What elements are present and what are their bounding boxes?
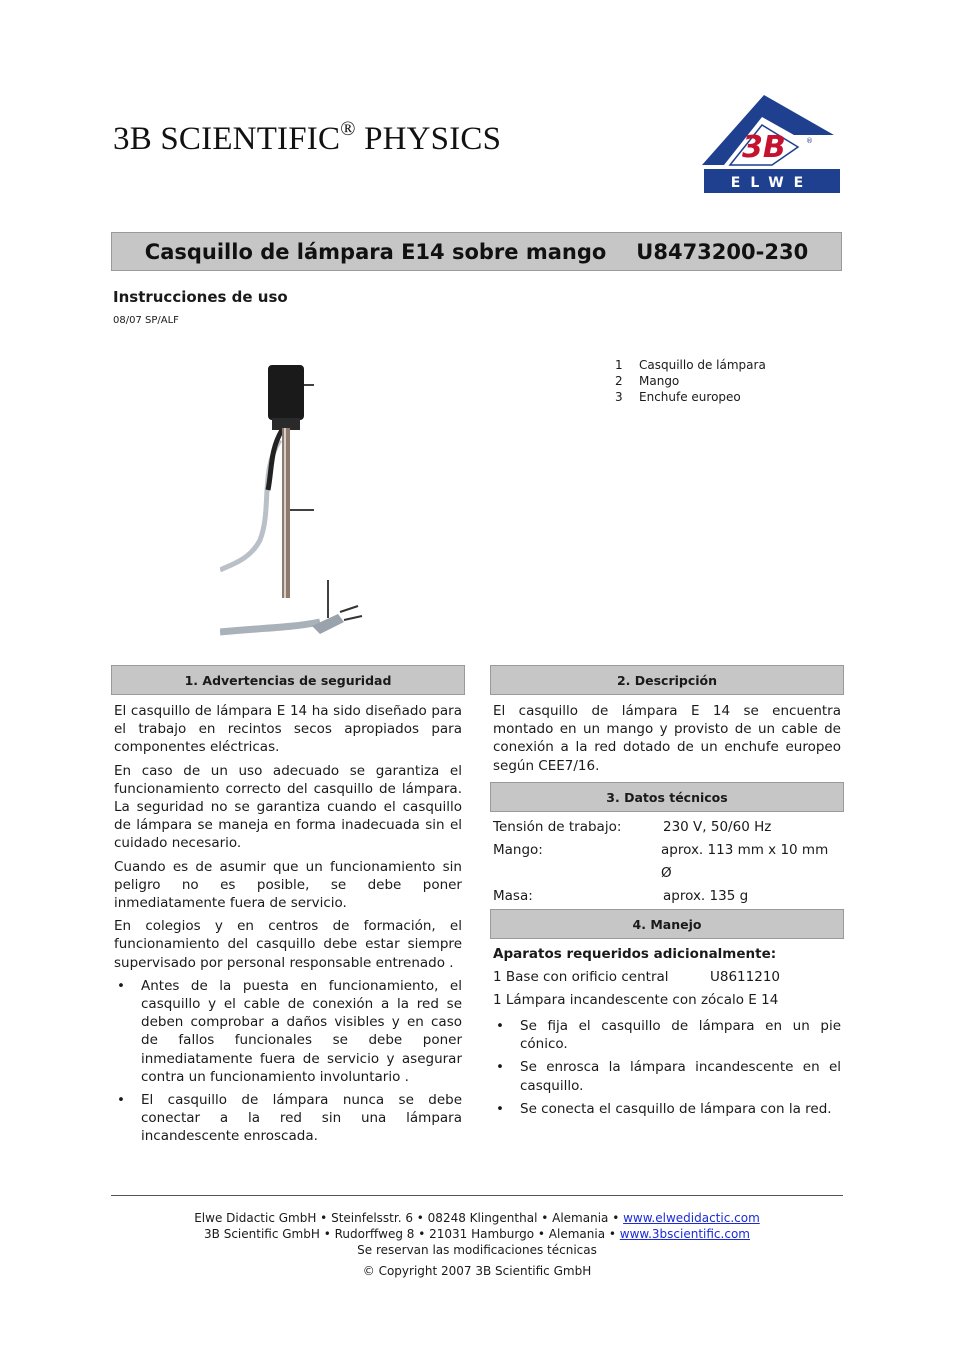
section-heading: 2. Descripción (490, 665, 844, 695)
paragraph: En caso de un uso adecuado se garantiza el funcionamiento correcto del casquillo de lámpara. La seguridad no se garantiza cuando el casquillo de lámpara se maneja en forma inadecuada sin el cuidado necesario. (114, 762, 462, 852)
legend-item (615, 357, 766, 373)
product-name: Casquillo de lámpara E14 sobre mango (144, 239, 607, 264)
table-row (493, 885, 841, 908)
brand-registered-mark: ® (340, 118, 356, 140)
document-code: 08/07 SP/ALF (113, 315, 179, 326)
footer-address: Elwe Didactic GmbH • Steinfelsstr. 6 • 08248 Klingenthal • Alemania • (194, 1211, 624, 1225)
plug-pin-2 (344, 616, 362, 620)
legend-item (615, 373, 766, 389)
table-row (493, 816, 841, 839)
section-heading: 1. Advertencias de seguridad (111, 665, 465, 695)
list-item: • El casquillo de lámpara nunca se debe conectar a la red sin una lámpara incandescente enroscada. (114, 1091, 462, 1146)
spec-key: Mango: (493, 842, 543, 858)
spec-value: 230 V, 50/60 Hz (663, 819, 772, 835)
logo-registered: ® (806, 137, 813, 145)
footer-line-2 (111, 1226, 843, 1242)
footer-divider (111, 1195, 843, 1196)
logo-3b-text: 3B (742, 130, 786, 165)
footer-address: 3B Scientific GmbH • Rudorffweg 8 • 21031 Hamburgo • Alemania • (204, 1227, 620, 1241)
paragraph: El casquillo de lámpara E 14 ha sido diseñado para el trabajo en recintos secos apropiados para componentes eléctricas. (114, 703, 462, 756)
3b-elwe-logo (702, 95, 842, 195)
paragraph: En colegios y en centros de formación, el funcionamiento del casquillo debe estar siempre supervisado por personal responsable entrenado . (114, 918, 462, 971)
required-item: 1 Lámpara incandescente con zócalo E 14 (493, 992, 779, 1008)
copyright: © Copyright 2007 3B Scientific GmbH (362, 1264, 592, 1278)
figure-legend (615, 357, 766, 405)
section-body (490, 941, 844, 1118)
required-equipment-title: Aparatos requeridos adicionalmente: (493, 946, 777, 962)
footer-notice: Se reservan las modificaciones técnicas (357, 1243, 597, 1257)
spec-key: Tensión de trabajo: (493, 819, 622, 835)
legend-label: Casquillo de lámpara (639, 358, 766, 372)
plug-pin-1 (340, 606, 358, 612)
spec-value: aprox. 135 g (663, 888, 749, 904)
table-row (493, 839, 841, 885)
product-code: U8473200-230 (636, 239, 809, 264)
instructions-heading: Instrucciones de uso (113, 288, 288, 306)
brand-title (113, 120, 501, 158)
paragraph: Cuando es de asumir que un funcionamiento sin peligro no es posible, se debe poner inmediatamente fuera de servicio. (114, 858, 462, 912)
list-item: • Se fija el casquillo de lámpara en un pie cónico. (493, 1017, 841, 1053)
section-operation (490, 909, 844, 1123)
cable-dark-segment (268, 430, 282, 490)
operation-bullet-list (493, 1017, 841, 1118)
section-heading: 3. Datos técnicos (490, 782, 844, 812)
lamp-socket-photo (220, 360, 370, 640)
handle-highlight (284, 428, 286, 598)
list-item: • Antes de la puesta en funcionamiento, el casquillo y el cable de conexión a la red se deben comprobar a daños visibles y en caso de fallos funcionales se debe poner inmediatamente fuera de servicio y asegurar contra un funcionamiento involuntario . (114, 977, 462, 1086)
required-item-name: 1 Base con orificio central (493, 969, 669, 985)
footer-line-1 (111, 1210, 843, 1226)
legend-item (615, 389, 766, 405)
legend-label: Enchufe europeo (639, 390, 741, 404)
required-item (493, 966, 841, 989)
section-safety (111, 665, 465, 1151)
legend-label: Mango (639, 374, 680, 388)
brand-suffix: PHYSICS (364, 121, 502, 157)
legend-number: 3 (615, 390, 623, 404)
product-title-bar (111, 232, 842, 271)
elwedidactic-link[interactable]: www.elwedidactic.com (623, 1211, 760, 1225)
section-heading: 4. Manejo (490, 909, 844, 939)
legend-number: 1 (615, 358, 623, 372)
section-body (490, 698, 844, 775)
required-item-code: U8611210 (710, 969, 781, 985)
logo-band-text: ELWE (730, 175, 814, 191)
3bscientific-link[interactable]: www.3bscientific.com (619, 1227, 750, 1241)
plug-cable (220, 622, 320, 632)
list-item: • Se enrosca la lámpara incandescente en el casquillo. (493, 1058, 841, 1094)
brand-prefix: 3B SCIENTIFIC (113, 121, 341, 157)
specs-table (490, 814, 844, 908)
section-description (490, 665, 844, 780)
lamp-socket (268, 365, 304, 420)
section-technical-data (490, 782, 844, 908)
paragraph: El casquillo de lámpara E 14 se encuentra montado en un mango y provisto de un cable de conexión a la red dotado de un enchufe europeo según CEE7/16. (493, 703, 841, 774)
safety-bullet-list (114, 977, 462, 1146)
spec-key: Masa: (493, 888, 533, 904)
legend-number: 2 (615, 374, 623, 388)
section-body (111, 698, 465, 1146)
footer (111, 1210, 843, 1258)
list-item: • Se conecta el casquillo de lámpara con la red. (493, 1100, 841, 1118)
spec-value: aprox. 113 mm x 10 mm Ø (661, 842, 829, 881)
